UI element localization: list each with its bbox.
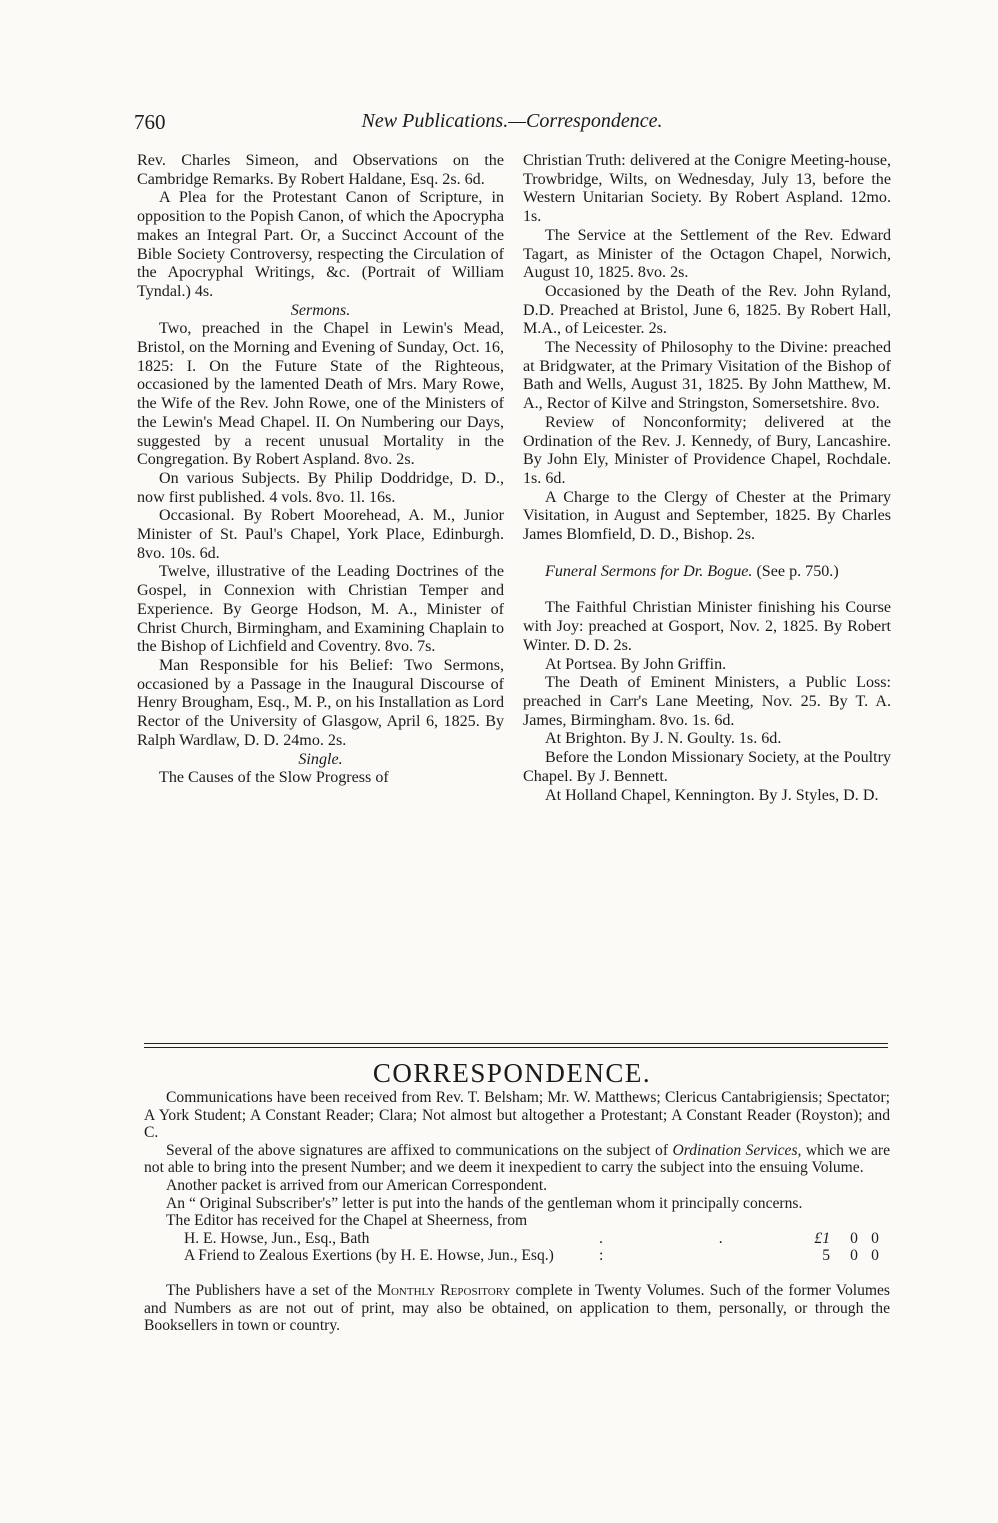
listing-entry: A Charge to the Clergy of Chester at the Primary Visitation, in August and September, 1825. By Charles James Blomfield, D. D., Bishop. 2s. <box>523 488 891 544</box>
section-heading-single: Single. <box>298 750 343 768</box>
text-run: which we are not able to bring into the present Number; and we deem it inexpedient to carry the subject into the ensuing Volume. <box>144 1141 890 1177</box>
left-column <box>137 152 504 788</box>
correspondence-title: CORRESPONDENCE. <box>372 1058 652 1088</box>
donor-name: H. E. Howse, Jun., Esq., Bath <box>184 1229 370 1247</box>
donation-row <box>144 1247 890 1265</box>
publishers-notice <box>144 1282 890 1335</box>
correspondence-paragraph <box>144 1142 890 1177</box>
text-run: The Publishers have a set of the <box>166 1281 372 1299</box>
correspondence-paragraph: The Editor has received for the Chapel at Sheerness, from <box>166 1212 528 1230</box>
amount-pounds: 5 <box>822 1247 830 1265</box>
leader-dots: . . : <box>599 1229 779 1265</box>
listing-entry: The Service at the Settlement of the Rev. Edward Tagart, as Minister of the Octagon Chapel, Norwich, August 10, 1825. 8vo. 2s. <box>523 226 891 282</box>
page-number: 760 <box>134 110 166 134</box>
page-reference: (See p. 750.) <box>756 562 839 580</box>
listing-entry: The Death of Eminent Ministers, a Public Loss: preached in Carr's Lane Meeting, Nov. 25. By T. A. James, Birmingham. 8vo. 1s. 6d. <box>523 674 891 729</box>
section-divider <box>144 1043 888 1044</box>
listing-entry: On various Subjects. By Philip Doddridge, D. D., now first published. 4 vols. 8vo. 1l. 16s. <box>137 469 504 506</box>
listing-entry: Occasioned by the Death of the Rev. John Ryland, D.D. Preached at Bristol, June 6, 1825. By Robert Hall, M.A., of Leicester. 2s. <box>523 282 891 338</box>
donor-name: A Friend to Zealous Exertions (by H. E. Howse, Jun., Esq.) <box>184 1247 554 1265</box>
amount-pounds-value: £1 <box>814 1229 830 1247</box>
correspondence-section <box>144 1089 890 1335</box>
listing-entry: A Plea for the Protestant Canon of Scripture, in opposition to the Popish Canon, of which the Apocrypha makes an Integral Part. Or, a Succinct Account of the Bible Society Controversy, respecting the Circulation of the Apocryphal Writings, &c. (Portrait of William Tyndal.) 4s. <box>137 189 504 300</box>
italic-text: Ordination Services, <box>672 1141 802 1159</box>
correspondence-paragraph: Another packet is arrived from our American Correspondent. <box>166 1176 548 1194</box>
listing-entry: Review of Nonconformity; delivered at the Ordination of the Rev. J. Kennedy, of Bury, Lancashire. By John Ely, Minister of Providence Chapel, Rochdale. 1s. 6d. <box>523 413 891 487</box>
section-heading-sermons: Sermons. <box>290 301 351 319</box>
amount-pence: 0 <box>871 1247 879 1265</box>
listing-entry: Two, preached in the Chapel in Lewin's Mead, Bristol, on the Morning and Evening of Sunday, Oct. 16, 1825: I. On the Future State of the Righteous, occasioned by the lamented Death of Mrs. Mary Rowe, the Wife of the Rev. John Rowe, one of the Ministers of the Lewin's Mead Chapel. II. On Numbering our Days, suggested by a recent unusual Mortality in the Congregation. By Robert Aspland. 8vo. 2s. <box>137 320 504 469</box>
listing-entry: Before the London Missionary Society, at the Poultry Chapel. By J. Bennett. <box>523 749 891 785</box>
listing-entry: The Necessity of Philosophy to the Divine: preached at Bridgwater, at the Primary Visitation of the Bishop of Bath and Wells, August 31, 1825. By John Matthew, M. A., Rector of Kilve and Stringston, Somersetshire. 8vo. <box>523 339 891 413</box>
funeral-sermons-heading <box>523 563 891 582</box>
text-run: Several of the above signatures are affixed to communications on the subject of <box>166 1141 669 1159</box>
listing-entry: The Faithful Christian Minister finishing his Course with Joy: preached at Gosport, Nov. 2, 1825. By Robert Winter. D. D. 2s. <box>523 599 891 654</box>
text-run: complete in Twenty Volumes. Such of the former Volumes and Numbers as are not out of print, may also be obtained, on application to them, personally, or through the Booksellers in town or country. <box>144 1281 890 1335</box>
correspondence-paragraph: Communications have been received from Rev. T. Belsham; Mr. W. Matthews; Clericus Cantabrigiensis; Spectator; A York Student; A Constant Reader; Clara; Not almost but altogether a Protestant; A Constant Reader (Royston); and C. <box>144 1089 890 1142</box>
listing-entry: At Holland Chapel, Kennington. By J. Styles, D. D. <box>545 786 879 804</box>
page-header <box>134 110 890 140</box>
listing-entry: At Brighton. By J. N. Goulty. 1s. 6d. <box>545 730 782 748</box>
listing-entry: Man Responsible for his Belief: Two Sermons, occasioned by a Passage in the Inaugural Discourse of Henry Brougham, Esq., M. P., on his Installation as Lord Rector of the University of Glasgow, April 6, 1825. By Ralph Wardlaw, D. D. 24mo. 2s. <box>137 656 504 749</box>
listing-entry: Rev. Charles Simeon, and Observations on the Cambridge Remarks. By Robert Haldane, Esq. 2s. 6d. <box>137 152 504 188</box>
publication-name: Monthly Repository <box>377 1281 511 1299</box>
listing-entry: Twelve, illustrative of the Leading Doctrines of the Gospel, in Connexion with Christian Temper and Experience. By George Hodson, M. A., Minister of Christ Church, Birmingham, and Examining Chaplain to the Bishop of Lichfield and Coventry. 8vo. 7s. <box>137 563 504 656</box>
amount-pounds <box>758 1230 830 1248</box>
amount-pence: 0 <box>871 1229 879 1247</box>
listing-entry: Christian Truth: delivered at the Conigre Meeting-house, Trowbridge, Wilts, on Wednesday, July 13, before the Western Unitarian Society. By Robert Aspland. 12mo. 1s. <box>523 152 891 226</box>
amount-shillings: 0 <box>850 1229 858 1247</box>
running-title: New Publications.—Correspondence. <box>361 110 663 132</box>
funeral-sermons-title: Funeral Sermons for Dr. Bogue. <box>545 562 753 580</box>
listing-entry: The Causes of the Slow Progress of <box>159 769 389 787</box>
section-divider <box>144 1047 888 1048</box>
listing-entry: At Portsea. By John Griffin. <box>545 655 727 673</box>
correspondence-paragraph: An “ Original Subscriber's” letter is put into the hands of the gentleman whom it principally concerns. <box>166 1194 803 1212</box>
amount-shillings: 0 <box>850 1247 858 1265</box>
listing-entry: Occasional. By Robert Moorehead, A. M., Junior Minister of St. Paul's Chapel, York Place, Edinburgh. 8vo. 10s. 6d. <box>137 507 504 562</box>
right-column <box>523 152 891 805</box>
